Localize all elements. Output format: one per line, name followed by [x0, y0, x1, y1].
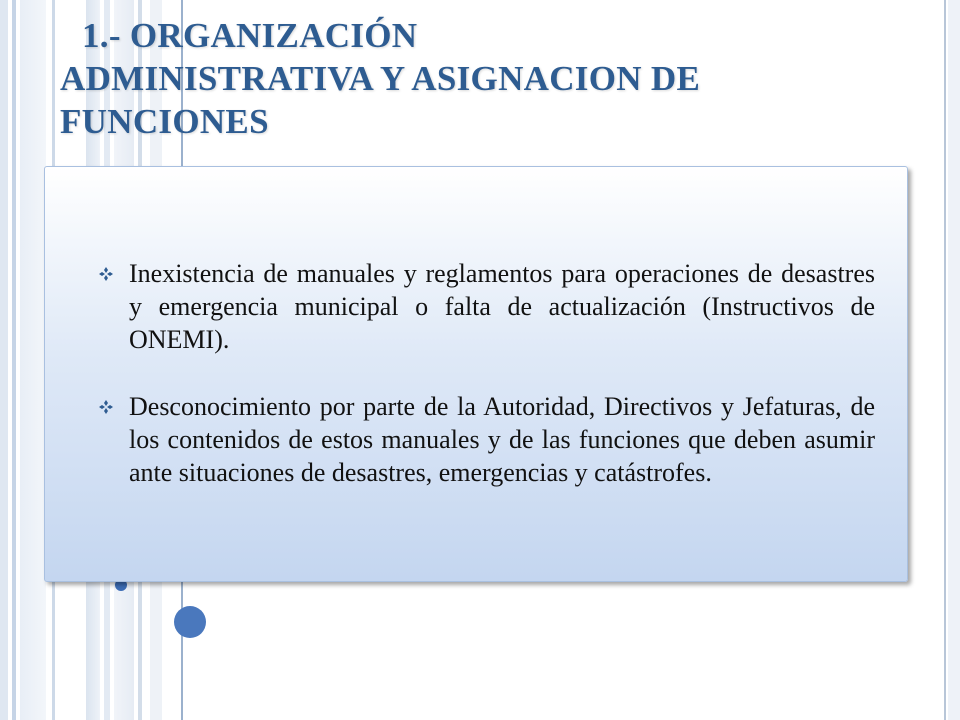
bullet-text: Desconocimiento por parte de la Autoridad, Directivos y Jefaturas, de los contenidos de estos manuales y de las funciones que deben asumir ante situaciones de desastres, emergencias y catástrofes. — [129, 392, 875, 487]
bullet-item — [87, 390, 875, 489]
title-line-1: 1.- ORGANIZACIÓN — [82, 16, 418, 55]
title-line-2: ADMINISTRATIVA Y ASIGNACION DE — [60, 59, 701, 98]
slide-title — [60, 14, 880, 143]
diamond-quad-icon — [99, 267, 113, 281]
large-dot-decoration — [174, 606, 206, 638]
bullet-list — [87, 257, 875, 523]
right-border-line — [944, 0, 946, 720]
diamond-quad-icon — [99, 400, 113, 414]
bullet-text: Inexistencia de manuales y reglamentos para operaciones de desastres y emergencia municipal o falta de actualización (Instructivos de ONEMI). — [129, 259, 875, 354]
right-border-band — [948, 0, 960, 720]
bullet-item — [87, 257, 875, 356]
content-box — [44, 166, 908, 582]
title-line-3: FUNCIONES — [60, 102, 269, 141]
